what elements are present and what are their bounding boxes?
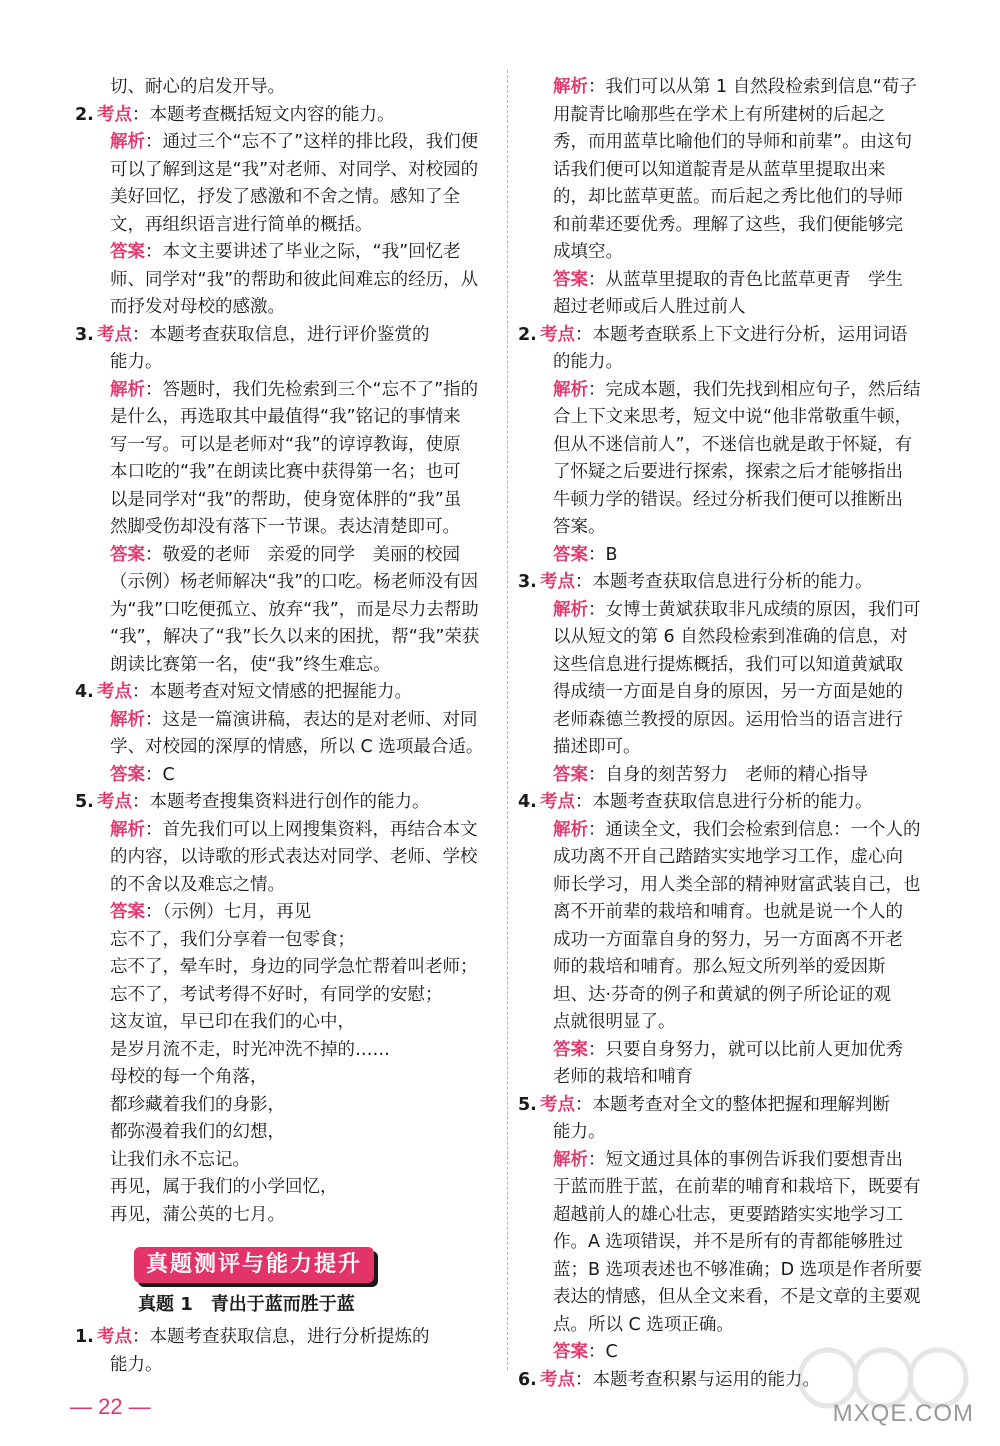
text-line — [518, 569, 939, 597]
text-line — [525, 1312, 939, 1340]
line-text: 用靛青比喻那些在学术上有所建树的后起之 — [553, 104, 886, 125]
text-line — [525, 102, 939, 130]
line-text: ：敬爱的老师 亲爱的同学 美丽的校园 — [145, 544, 460, 565]
label-analysis: 解析 — [110, 709, 145, 730]
text-line — [525, 157, 939, 185]
text-line — [525, 487, 939, 515]
line-text: 作。A 选项错误，并不是所有的青都能够胜过 — [553, 1232, 904, 1252]
text-line — [82, 1092, 490, 1120]
item-number: 5. — [75, 792, 94, 812]
text-line — [525, 129, 939, 157]
line-text: ：自身的刻苦努力 老师的精心指导 — [588, 764, 868, 785]
line-text: 然脚受伤却没有落下一节课。表达清楚即可。 — [110, 517, 460, 537]
line-text: 于蓝而胜于蓝，在前辈的哺育和栽培下，既要有 — [553, 1177, 921, 1197]
label-point: 考点 — [97, 104, 132, 125]
text-line — [525, 597, 939, 625]
text-line — [518, 1092, 939, 1120]
watermark-text: MXQE.COM — [832, 1400, 974, 1427]
text-line — [525, 872, 939, 900]
text-line — [82, 267, 490, 295]
line-text: 答案。 — [553, 517, 606, 537]
line-text: 的，却比蓝草更蓝。而后起之秀比他们的导师 — [553, 187, 903, 207]
line-text: 让我们永不忘记。 — [110, 1149, 250, 1170]
text-line — [75, 679, 490, 707]
line-text: ：短文通过具体的事例告诉我们要想青出 — [588, 1149, 903, 1170]
line-text: ：本题考查积累与运用的能力。 — [575, 1369, 820, 1390]
text-line — [525, 432, 939, 460]
line-text: 了怀疑之后要进行探索，探索之后才能够指出 — [553, 462, 903, 482]
text-line — [525, 1147, 939, 1175]
line-text: 忘不了，晕车时，身边的同学急忙帮着叫老师； — [110, 957, 478, 977]
text-line — [525, 1037, 939, 1065]
item-number: 4. — [75, 682, 94, 702]
label-analysis: 解析 — [553, 379, 588, 400]
right-column — [518, 74, 939, 1394]
line-text: ：本题考查获取信息进行分析的能力。 — [575, 792, 873, 812]
line-text: 成功一方面靠自身的努力，另一方面离不开老 — [553, 929, 903, 950]
line-text: ：（示例）七月，再见 — [145, 902, 312, 922]
text-line — [75, 102, 490, 130]
line-text: 为“我”口吃便孤立、放弃“我”，而是尽力去帮助 — [110, 599, 479, 620]
line-text: 文，再组织语言进行简单的概括。 — [110, 214, 373, 235]
text-line — [525, 734, 939, 762]
line-text: 这些信息进行提炼概括，我们可以知道黄斌取 — [553, 654, 903, 675]
line-text: ：从蓝草里提取的青色比蓝草更青 学生 — [588, 269, 903, 290]
label-point: 考点 — [97, 1327, 132, 1347]
line-text: 母校的每一个角落， — [110, 1067, 268, 1087]
text-line — [82, 1352, 490, 1380]
text-line — [82, 982, 490, 1010]
label-answer: 答案 — [110, 902, 145, 922]
line-text: 能力。 — [110, 1354, 163, 1375]
text-line — [525, 844, 939, 872]
label-point: 考点 — [97, 324, 132, 345]
text-line — [82, 377, 490, 405]
line-text: 但从不迷信前人”，不迷信也就是敢于怀疑，有 — [553, 434, 913, 455]
line-text: 蓝；B 选项表述也不够准确；D 选项是作者所要 — [553, 1259, 923, 1280]
item-number: 3. — [75, 324, 94, 345]
text-line — [525, 679, 939, 707]
label-analysis: 解析 — [110, 819, 145, 840]
text-line — [82, 762, 490, 790]
line-text: ：答题时，我们先检索到三个“忘不了”指的 — [145, 379, 479, 400]
line-text: ：本题考查获取信息进行分析的能力。 — [575, 572, 873, 592]
line-text: ：本题考查联系上下文进行分析，运用词语 — [575, 324, 908, 345]
item-number: 3. — [518, 572, 537, 592]
label-answer: 答案 — [553, 764, 588, 785]
line-text: ：本题考查对短文情感的把握能力。 — [132, 682, 412, 702]
line-text: 忘不了，考试考得不好时，有同学的安慰； — [110, 984, 443, 1005]
text-line — [82, 514, 490, 542]
line-text: 能力。 — [110, 352, 163, 372]
label-answer: 答案 — [110, 764, 145, 785]
text-line — [525, 294, 939, 322]
line-text: 切、耐心的启发开导。 — [110, 77, 285, 97]
line-text: 是岁月流不走，时光冲洗不掉的…… — [110, 1039, 390, 1060]
text-line — [525, 74, 939, 102]
line-text: （示例）杨老师解决“我”的口吃。杨老师没有因 — [110, 572, 479, 592]
text-line — [525, 349, 939, 377]
line-text: ：本题考查搜集资料进行创作的能力。 — [132, 792, 430, 812]
line-text: 师长学习，用人类全部的精神财富武装自己，也 — [553, 874, 921, 895]
line-text: 都珍藏着我们的身影， — [110, 1094, 285, 1115]
label-analysis: 解析 — [110, 379, 145, 400]
text-line — [82, 1202, 490, 1230]
label-answer: 答案 — [553, 1342, 588, 1362]
label-analysis: 解析 — [553, 1149, 588, 1170]
text-line — [82, 1064, 490, 1092]
text-line — [82, 459, 490, 487]
text-line — [75, 322, 490, 350]
text-line — [82, 1174, 490, 1202]
text-line — [525, 954, 939, 982]
line-text: ：完成本题，我们先找到相应句子，然后结 — [588, 379, 921, 400]
label-answer: 答案 — [110, 544, 145, 565]
line-text: 成功离不开自己踏踏实实地学习工作，虚心向 — [553, 847, 903, 867]
line-text: 离不开前辈的栽培和哺育。也就是说一个人的 — [553, 902, 903, 922]
text-line — [82, 707, 490, 735]
text-line — [525, 817, 939, 845]
text-line — [82, 542, 490, 570]
line-text: ：本题考查概括短文内容的能力。 — [132, 104, 395, 125]
line-text: 美好回忆，抒发了感激和不舍之情。感知了全 — [110, 187, 460, 207]
item-number: 4. — [518, 792, 537, 812]
line-text: 而抒发对母校的感激。 — [110, 297, 285, 317]
line-text: ：这是一篇演讲稿，表达的是对老师、对同 — [145, 709, 478, 730]
label-point: 考点 — [540, 324, 575, 345]
text-line — [525, 377, 939, 405]
text-line — [525, 1009, 939, 1037]
label-point: 考点 — [97, 792, 132, 812]
line-text: 这友谊，早已印在我们的心中， — [110, 1012, 355, 1032]
line-text: ：本题考查获取信息，进行分析提炼的 — [132, 1327, 430, 1347]
text-line — [82, 1147, 490, 1175]
text-line — [82, 597, 490, 625]
line-text: 都弥漫着我们的幻想， — [110, 1122, 285, 1142]
line-text: “我”，解决了“我”长久以来的困扰，帮“我”荣获 — [110, 627, 480, 647]
item-number: 6. — [518, 1369, 537, 1390]
label-answer: 答案 — [553, 1039, 588, 1060]
text-line — [525, 542, 939, 570]
line-text: 表达的情感，但从全文来看，不是文章的主要观 — [553, 1287, 921, 1307]
item-number: 1. — [75, 1327, 94, 1347]
line-text: 老师森德兰教授的原因。运用恰当的语言进行 — [553, 709, 903, 730]
text-line — [525, 624, 939, 652]
text-line — [525, 1174, 939, 1202]
line-text: ：本题考查对全文的整体把握和理解判断 — [575, 1094, 890, 1115]
text-line — [525, 184, 939, 212]
text-line — [525, 1229, 939, 1257]
line-text: 坦、达·芬奇的例子和黄斌的例子所论证的观 — [553, 984, 892, 1005]
line-text: 老师的栽培和哺育 — [553, 1067, 693, 1087]
line-text: 的不舍以及难忘之情。 — [110, 874, 285, 895]
line-text: 和前辈还要优秀。理解了这些，我们便能够完 — [553, 214, 903, 235]
label-point: 考点 — [540, 1369, 575, 1390]
line-text: 可以了解到这是“我”对老师、对同学、对校园的 — [110, 159, 479, 180]
line-text: ：C — [588, 1342, 618, 1362]
line-text: 写一写。可以是老师对“我”的谆谆教诲，使原 — [110, 434, 461, 455]
label-answer: 答案 — [553, 269, 588, 290]
page-number: — 22 — — [70, 1394, 151, 1419]
line-text: ：本题考查获取信息，进行评价鉴赏的 — [132, 324, 430, 345]
text-line — [525, 459, 939, 487]
line-text: 学、对校园的深厚的情感，所以 C 选项最合适。 — [110, 737, 484, 757]
line-text: 能力。 — [553, 1122, 606, 1142]
text-line — [82, 74, 490, 102]
text-line — [82, 432, 490, 460]
text-line — [82, 1119, 490, 1147]
line-text: 描述即可。 — [553, 737, 641, 757]
line-text: 秀，而用蓝草比喻他们的导师和前辈”。由这句 — [553, 132, 913, 152]
text-line — [82, 129, 490, 157]
column-divider — [507, 70, 508, 1370]
text-line — [75, 789, 490, 817]
text-line — [525, 707, 939, 735]
label-analysis: 解析 — [553, 77, 588, 97]
line-text: ：通读全文，我们会检索到信息：一个人的 — [588, 819, 921, 840]
text-line — [525, 267, 939, 295]
section-banner-text: 真题测评与能力提升 — [134, 1247, 374, 1283]
text-line — [82, 817, 490, 845]
text-line — [82, 624, 490, 652]
text-line — [82, 734, 490, 762]
left-column — [75, 74, 490, 1379]
label-point: 考点 — [540, 792, 575, 812]
label-answer: 答案 — [110, 242, 145, 262]
label-point: 考点 — [540, 1094, 575, 1115]
line-text: 的能力。 — [553, 352, 623, 372]
text-line — [82, 1037, 490, 1065]
line-text: 忘不了，我们分享着一包零食； — [110, 929, 355, 950]
line-text: ：C — [145, 764, 175, 785]
section-banner — [134, 1247, 374, 1283]
text-line — [82, 349, 490, 377]
line-text: 点。所以 C 选项正确。 — [553, 1314, 734, 1335]
line-text: 超过老师或后人胜过前人 — [553, 297, 746, 317]
line-text: 以是同学对“我”的帮助，使身宽体胖的“我”虽 — [110, 489, 462, 510]
text-line — [82, 157, 490, 185]
label-answer: 答案 — [553, 544, 588, 565]
section-subtitle: 真题 1 青出于蓝而胜于蓝 — [138, 1293, 355, 1315]
line-text: 以从短文的第 6 自然段检索到准确的信息，对 — [553, 627, 908, 647]
text-line — [82, 954, 490, 982]
text-line — [525, 1257, 939, 1285]
text-line — [525, 514, 939, 542]
text-line — [82, 569, 490, 597]
line-text: 成填空。 — [553, 242, 623, 262]
text-line — [75, 1324, 490, 1352]
text-line — [82, 404, 490, 432]
text-line — [525, 899, 939, 927]
text-line — [525, 404, 939, 432]
text-line — [525, 927, 939, 955]
text-line — [525, 1202, 939, 1230]
text-line — [525, 1284, 939, 1312]
text-line — [82, 872, 490, 900]
label-point: 考点 — [540, 572, 575, 592]
line-text: 合上下文来思考，短文中说“他非常敬重牛顿， — [553, 407, 913, 427]
text-line — [518, 322, 939, 350]
item-number: 2. — [518, 324, 537, 345]
line-text: 是什么，再选取其中最值得“我”铭记的事情来 — [110, 407, 461, 427]
line-text: 牛顿力学的错误。经过分析我们便可以推断出 — [553, 489, 903, 510]
item-number: 5. — [518, 1094, 537, 1115]
text-line — [82, 239, 490, 267]
text-line — [525, 1064, 939, 1092]
text-line — [525, 239, 939, 267]
text-line — [82, 899, 490, 927]
line-text: 再见，属于我们的小学回忆， — [110, 1177, 338, 1197]
item-number: 2. — [75, 104, 94, 125]
line-text: 得成绩一方面是自身的原因，另一方面是她的 — [553, 682, 903, 702]
line-text: 师、同学对“我”的帮助和彼此间难忘的经历，从 — [110, 269, 479, 290]
text-line — [82, 212, 490, 240]
line-text: ：首先我们可以上网搜集资料，再结合本文 — [145, 819, 478, 840]
line-text: ：我们可以从第 1 自然段检索到信息“荀子 — [588, 77, 917, 97]
line-text: ：本文主要讲述了毕业之际，“我”回忆老 — [145, 242, 461, 262]
label-analysis: 解析 — [110, 132, 145, 152]
text-line — [525, 1119, 939, 1147]
line-text: 师的栽培和哺育。那么短文所列举的爱因斯 — [553, 957, 886, 977]
label-point: 考点 — [97, 682, 132, 702]
text-line — [82, 844, 490, 872]
line-text: ：女博士黄斌获取非凡成绩的原因，我们可 — [588, 599, 921, 620]
text-line — [82, 652, 490, 680]
line-text: 本口吃的“我”在朗读比赛中获得第一名；也可 — [110, 462, 461, 482]
text-line — [525, 212, 939, 240]
line-text: 点就很明显了。 — [553, 1012, 676, 1032]
label-analysis: 解析 — [553, 599, 588, 620]
line-text: ：B — [588, 544, 618, 565]
line-text: 话我们便可以知道靛青是从蓝草里提取出来 — [553, 159, 886, 180]
line-text: 的内容，以诗歌的形式表达对同学、老师、学校 — [110, 847, 478, 867]
text-line — [82, 184, 490, 212]
text-line — [525, 652, 939, 680]
text-line — [518, 789, 939, 817]
line-text: ：通过三个“忘不了”这样的排比段，我们便 — [145, 132, 479, 152]
text-line — [525, 982, 939, 1010]
line-text: ：只要自身努力，就可以比前人更加优秀 — [588, 1039, 903, 1060]
line-text: 超越前人的雄心壮志，更要踏踏实实地学习工 — [553, 1204, 903, 1225]
line-text: 再见，蒲公英的七月。 — [110, 1204, 285, 1225]
text-line — [82, 1009, 490, 1037]
text-line — [525, 762, 939, 790]
text-line — [82, 487, 490, 515]
text-line — [82, 927, 490, 955]
text-line — [82, 294, 490, 322]
line-text: 朗读比赛第一名，使“我”终生难忘。 — [110, 654, 391, 675]
label-analysis: 解析 — [553, 819, 588, 840]
